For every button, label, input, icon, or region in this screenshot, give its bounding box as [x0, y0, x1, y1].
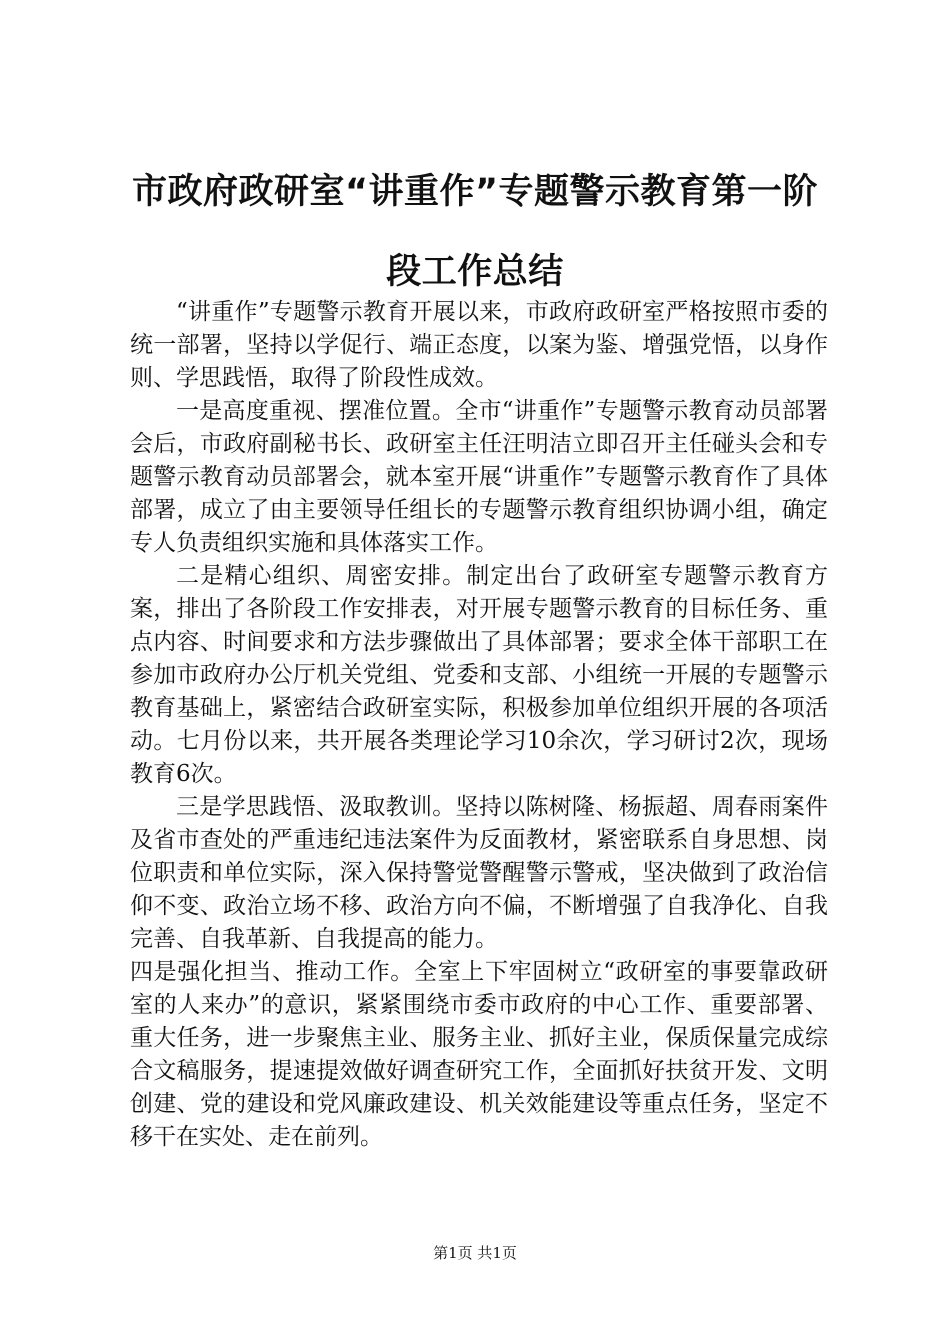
document-title: [110, 152, 840, 312]
paragraph-intro: “讲重作”专题警示教育开展以来，市政府政研室严格按照市委的统一部署，坚持以学促行、端正态度，以案为鉴、增强党悟，以身作则、学思践悟，取得了阶段性成效。: [130, 299, 828, 391]
title-line-2: 段工作总结: [386, 252, 564, 292]
paragraph-point-4: 四是强化担当、推动工作。全室上下牢固树立“政研室的事要靠政研室的人来办”的意识，紧紧围绕市委市政府的中心工作、重要部署、重大任务，进一步聚焦主业、服务主业、抓好主业，保质保量完成综合文稿服务，提速提效做好调查研究工作，全面抓好扶贫开发、文明创建、党的建设和党风廉政建设、机关效能建设等重点任务，坚定不移干在实处、走在前列。: [130, 959, 828, 1150]
paragraph-point-3: 三是学思践悟、汲取教训。坚持以陈树隆、杨振超、周春雨案件及省市查处的严重违纪违法案件为反面教材，紧密联系自身思想、岗位职责和单位实际，深入保持警觉警醒警示警戒，坚决做到了政治信仰不变、政治立场不移、政治方向不偏，不断增强了自我净化、自我完善、自我革新、自我提高的能力。: [130, 794, 828, 952]
document-body: [130, 296, 828, 1154]
page-footer: 第1页 共1页: [433, 1244, 517, 1262]
title-line-1: 市政府政研室“讲重作”专题警示教育第一阶: [131, 172, 818, 212]
paragraph-point-2: 二是精心组织、周密安排。制定出台了政研室专题警示教育方案，排出了各阶段工作安排表，对开展专题警示教育的目标任务、重点内容、时间要求和方法步骤做出了具体部署；要求全体干部职工在参加市政府办公厅机关党组、党委和支部、小组统一开展的专题警示教育基础上，紧密结合政研室实际，积极参加单位组织开展的各项活动。七月份以来，共开展各类理论学习10余次，学习研讨2次，现场教育6次。: [130, 563, 828, 787]
paragraph-point-1: 一是高度重视、摆准位置。全市“讲重作”专题警示教育动员部署会后，市政府副秘书长、政研室主任汪明洁立即召开主任碰头会和专题警示教育动员部署会，就本室开展“讲重作”专题警示教育作了具体部署，成立了由主要领导任组长的专题警示教育组织协调小组，确定专人负责组织实施和具体落实工作。: [130, 398, 828, 556]
